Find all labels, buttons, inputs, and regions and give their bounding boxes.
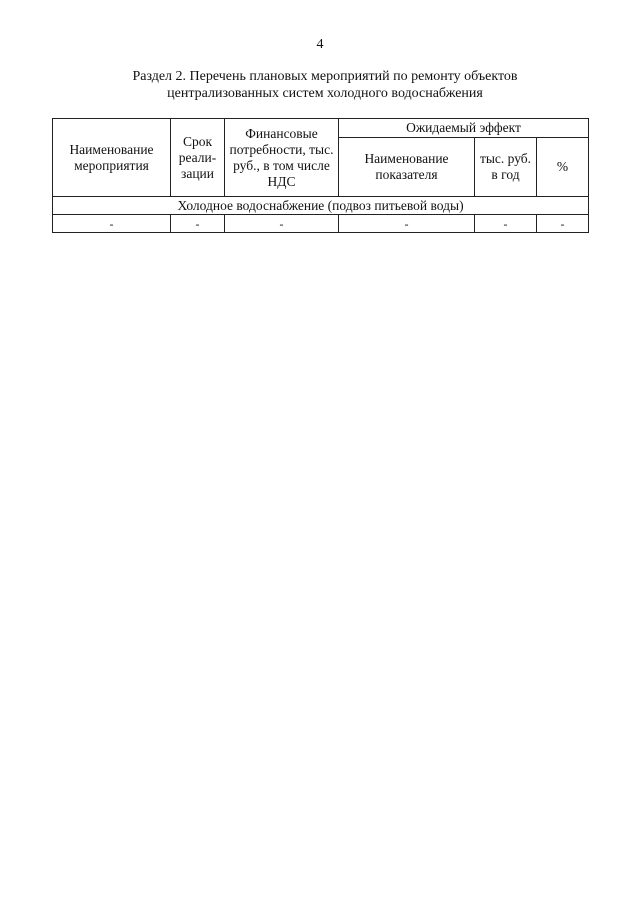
header-measure-name: Наименование мероприятия — [53, 119, 171, 197]
table-header-row — [53, 119, 589, 138]
header-percent: % — [537, 138, 589, 197]
table-section-row — [53, 197, 589, 215]
header-rub-per-year: тыс. руб. в год — [475, 138, 537, 197]
cell-percent: - — [537, 215, 589, 233]
cell-measure-name: - — [53, 215, 171, 233]
cell-rub-per-year: - — [475, 215, 537, 233]
section-title — [60, 68, 590, 102]
table-row — [53, 215, 589, 233]
header-expected-effect: Ожидаемый эффект — [339, 119, 589, 138]
planned-measures-table — [52, 118, 589, 233]
section-title-line-1: Раздел 2. Перечень плановых мероприятий по ремонту объектов — [132, 69, 518, 84]
header-finance: Финансовые потребности, тыс. руб., в том числе НДС — [225, 119, 339, 197]
cell-finance: - — [225, 215, 339, 233]
cell-term: - — [171, 215, 225, 233]
section-row-label: Холодное водоснабжение (подвоз питьевой воды) — [53, 197, 589, 215]
header-term: Срок реали-зации — [171, 119, 225, 197]
cell-indicator-name: - — [339, 215, 475, 233]
header-indicator-name: Наименование показателя — [339, 138, 475, 197]
page-number: 4 — [316, 37, 324, 52]
section-title-line-2: централизованных систем холодного водоснабжения — [167, 86, 483, 101]
